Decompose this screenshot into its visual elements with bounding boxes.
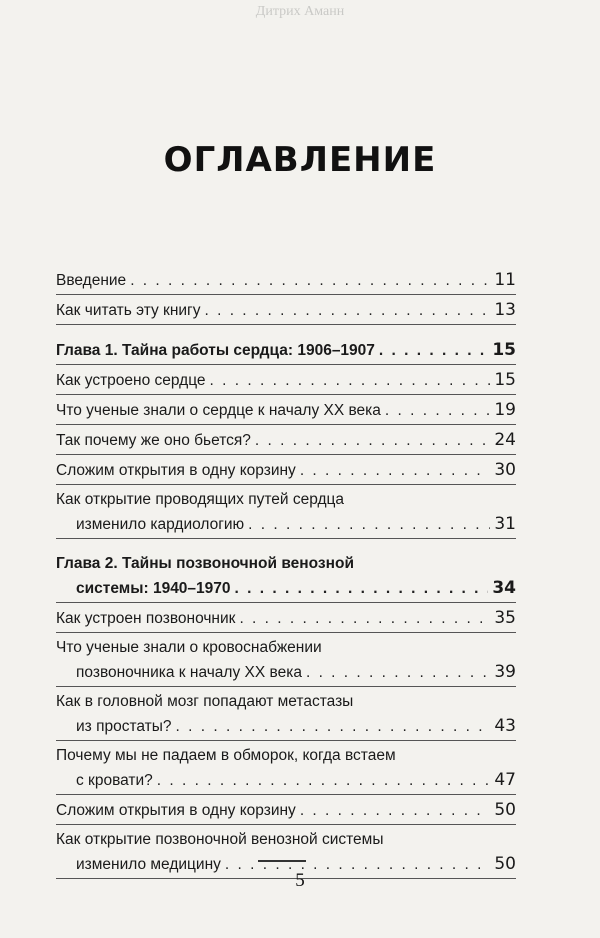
toc-page-number: 39 [494, 662, 516, 682]
toc-entry [56, 428, 516, 452]
toc-entry-title: Как читать эту книгу [56, 302, 201, 319]
toc-page-number: 24 [494, 430, 516, 450]
toc-entry-row [56, 368, 516, 392]
dot-leader [210, 369, 490, 393]
toc-entry-title: изменило кардиологию [76, 516, 245, 533]
toc-entry [56, 488, 516, 536]
toc-entry-row [56, 512, 516, 536]
toc-entry-title: Как устроено сердце [56, 372, 206, 389]
toc-page-number: 30 [494, 460, 516, 480]
toc-entry-row [56, 576, 516, 600]
toc-page-number: 11 [494, 270, 516, 290]
running-header-bleed: Дитрих Аманн [255, 4, 345, 19]
toc-entry [56, 744, 516, 792]
toc-entry [56, 458, 516, 482]
toc-separator [56, 740, 516, 741]
dot-leader [300, 459, 490, 483]
toc-entry-title: позвоночника к началу XX века [76, 664, 302, 681]
toc-page-number: 34 [492, 578, 516, 598]
toc-entry-row [56, 606, 516, 630]
toc-separator [56, 424, 516, 425]
toc-entry [56, 636, 516, 684]
toc-entry [56, 268, 516, 292]
page-number: 5 [295, 870, 305, 891]
toc-entry-title: Глава 1. Тайна работы сердца: 1906–1907 [56, 342, 375, 359]
toc-chapter [56, 552, 516, 600]
toc-entry [56, 606, 516, 630]
dot-leader [204, 299, 490, 323]
toc-entry-title: Сложим открытия в одну корзину [56, 802, 296, 819]
dot-leader [255, 429, 490, 453]
toc-entry [56, 798, 516, 822]
toc-page-number: 19 [494, 400, 516, 420]
dot-leader [306, 661, 490, 685]
toc-entry [56, 398, 516, 422]
toc-entry [56, 368, 516, 392]
toc-entry-row [56, 798, 516, 822]
toc-entry-title-line: Как открытие проводящих путей сердца [56, 491, 345, 508]
toc-entry-title-line: Глава 2. Тайны позвоночной венозной [56, 555, 354, 572]
toc-separator [56, 294, 516, 295]
dot-leader [385, 399, 490, 423]
dot-leader [248, 513, 490, 537]
toc-separator [56, 602, 516, 603]
toc-entry-title: Как устроен позвоночник [56, 610, 236, 627]
toc-entry-row [56, 428, 516, 452]
toc-separator [56, 324, 516, 325]
toc-chapter [56, 338, 516, 362]
toc-entry-title: из простаты? [76, 718, 172, 735]
toc-separator [56, 484, 516, 485]
dot-leader [176, 715, 490, 739]
toc-page-number: 47 [494, 770, 516, 790]
toc-separator [56, 538, 516, 539]
toc-page-number: 50 [494, 854, 516, 874]
toc-entry-row [56, 268, 516, 292]
toc-page-number: 15 [492, 340, 516, 360]
toc-entry-row [56, 338, 516, 362]
toc-entry-row [56, 398, 516, 422]
dot-leader [239, 607, 490, 631]
toc-entry-title-line: Что ученые знали о кровоснабжении [56, 639, 322, 656]
toc-separator [56, 686, 516, 687]
dot-leader [300, 799, 490, 823]
toc-entry [56, 828, 516, 876]
dot-leader [235, 577, 489, 601]
page-title: ОГЛАВЛЕНИЕ [163, 140, 437, 180]
toc-separator [56, 394, 516, 395]
toc-page-number: 50 [494, 800, 516, 820]
toc-separator [56, 454, 516, 455]
toc-entry-title-line: Как открытие позвоночной венозной системы [56, 831, 384, 848]
dot-leader [157, 769, 490, 793]
toc-entry-title-line: Почему мы не падаем в обморок, когда встаем [56, 747, 396, 764]
toc-entry [56, 690, 516, 738]
toc-entry-title: Введение [56, 272, 127, 289]
toc-separator [56, 824, 516, 825]
toc-page-number: 35 [494, 608, 516, 628]
toc-entry-title: системы: 1940–1970 [76, 580, 231, 597]
toc-entry-row [56, 298, 516, 322]
toc-separator [56, 632, 516, 633]
toc-entry-title: изменило медицину [76, 856, 221, 873]
toc-entry-row [56, 660, 516, 684]
toc-page-number: 43 [494, 716, 516, 736]
toc-entry-title: Сложим открытия в одну корзину [56, 462, 296, 479]
dot-leader [130, 269, 490, 293]
toc-entry-row [56, 458, 516, 482]
toc-page-number: 15 [494, 370, 516, 390]
toc-separator [56, 364, 516, 365]
toc-separator [56, 794, 516, 795]
toc-entry-row [56, 714, 516, 738]
toc-entry-title-line: Как в головной мозг попадают метастазы [56, 693, 354, 710]
toc-entry-title: Что ученые знали о сердце к началу XX века [56, 402, 381, 419]
toc-entry [56, 298, 516, 322]
toc-page-number: 13 [494, 300, 516, 320]
toc-entry-title: Так почему же оно бьется? [56, 432, 251, 449]
toc-page-number: 31 [494, 514, 516, 534]
dot-leader [379, 339, 488, 363]
footer-rule [258, 860, 306, 862]
toc-entry-title: с кровати? [76, 772, 153, 789]
toc-entry-row [56, 768, 516, 792]
